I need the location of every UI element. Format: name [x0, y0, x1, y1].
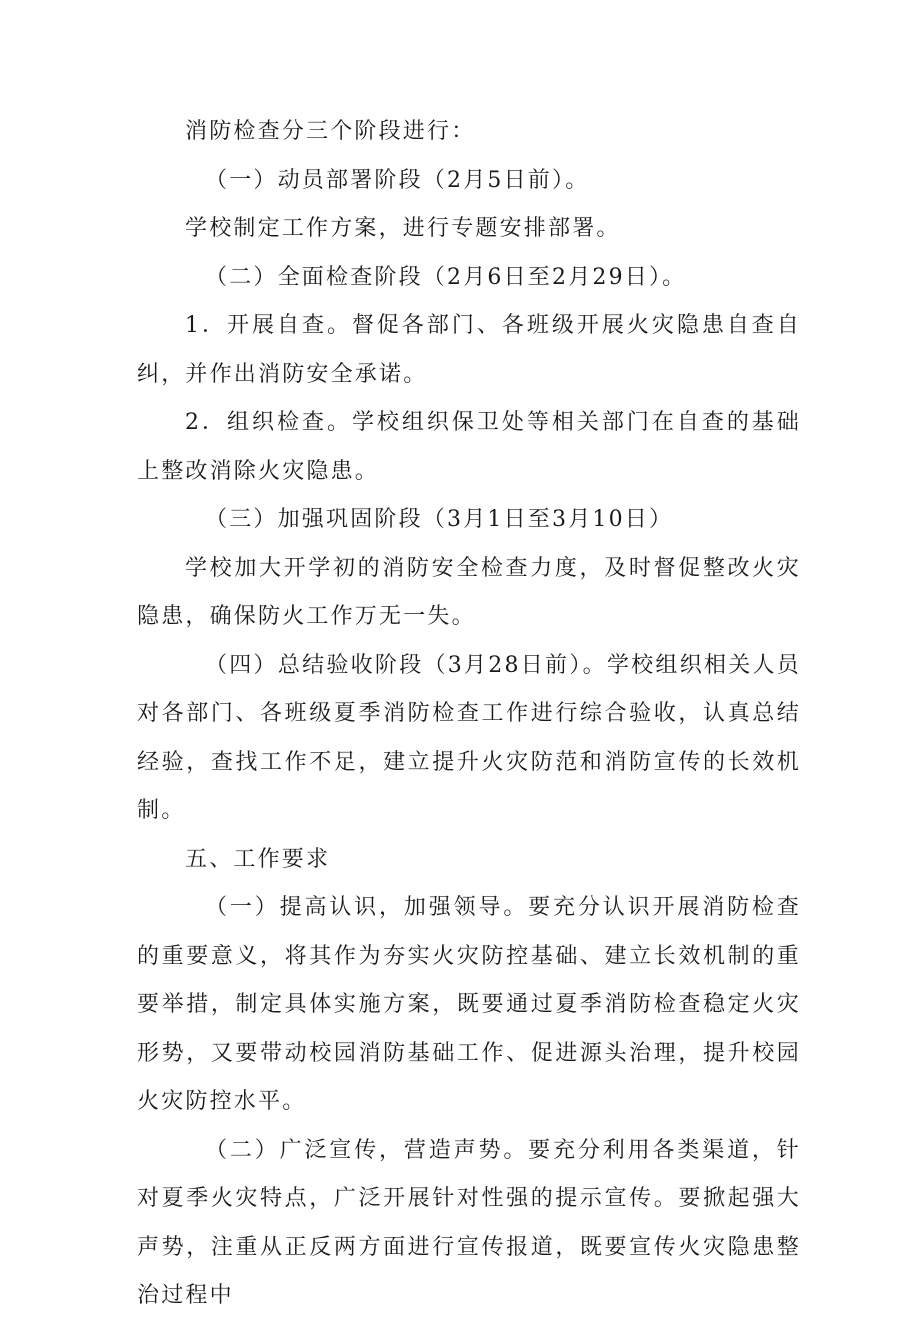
paragraph-stage-two-heading: （二）全面检查阶段（2月6日至2月29日）。: [205, 264, 687, 290]
section-heading-requirements: 五、工作要求: [185, 846, 331, 872]
paragraph-stage-one-body: 学校制定工作方案，进行专题安排部署。: [185, 216, 621, 241]
paragraph-stage-four: （四）总结验收阶段（3月28日前）。学校组织相关人员对各部门、各班级夏季消防检查工作进行综合验收，认真总结经验，查找工作不足，建立提升火灾防范和消防宣传的长效机制。: [137, 652, 801, 823]
paragraph-requirement-two: （二）广泛宣传，营造声势。要充分利用各类渠道，针对夏季火灾特点，广泛开展针对性强的提示宣传。要掀起强大声势，注重从正反两方面进行宣传报道，既要宣传火灾隐患整治过程中: [137, 1137, 801, 1308]
paragraph-stage-three-body: 学校加大开学初的消防安全检查力度，及时督促整改火灾隐患，确保防火工作万无一失。: [137, 555, 801, 629]
paragraph-self-check: 1．开展自查。督促各部门、各班级开展火灾隐患自查自纠，并作出消防安全承诺。: [137, 313, 801, 387]
paragraph-stage-three-heading: （三）加强巩固阶段（3月1日至3月10日）: [205, 507, 674, 532]
paragraph-organize-check: 2．组织检查。学校组织保卫处等相关部门在自查的基础上整改消除火灾隐患。: [137, 410, 801, 484]
paragraph-stage-one-heading: （一）动员部署阶段（2月5日前）。: [205, 167, 590, 193]
paragraph-stages-intro: 消防检查分三个阶段进行：: [185, 119, 476, 144]
document-body: [137, 108, 801, 1321]
paragraph-requirement-one: （一）提高认识，加强领导。要充分认识开展消防检查的重要意义，将其作为夯实火灾防控基础、建立长效机制的重要举措，制定具体实施方案，既要通过夏季消防检查稳定火灾形势，又要带动校园消防基础工作、促进源头治理，提升校园火灾防控水平。: [137, 895, 801, 1114]
